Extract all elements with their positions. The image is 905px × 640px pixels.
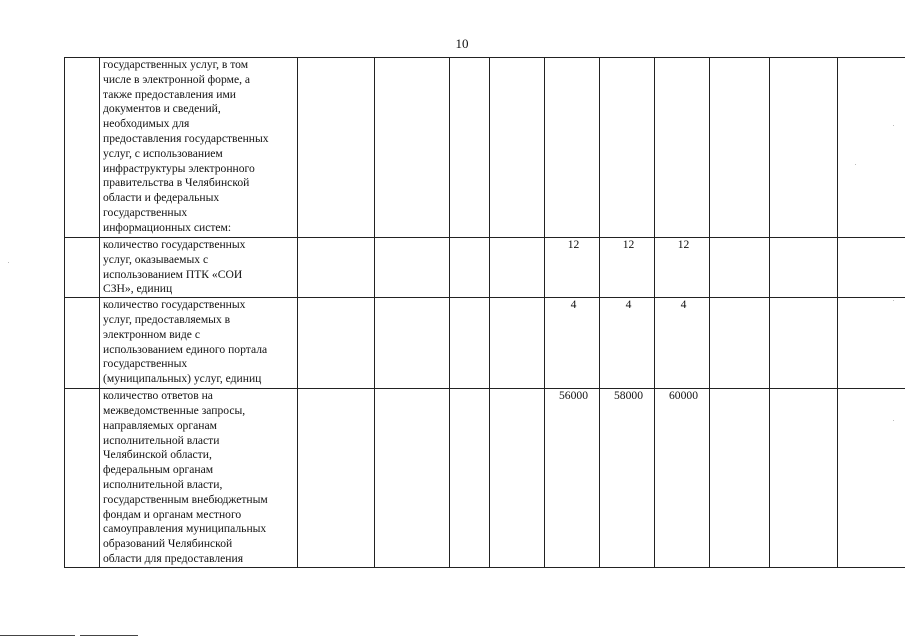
table-row bbox=[65, 389, 905, 568]
footer-rule bbox=[0, 635, 75, 636]
value-cell bbox=[375, 298, 450, 389]
value-cell: 4 bbox=[600, 298, 655, 389]
indicator-description: количество государственных услуг, оказываемых с использованием ПТК «СОИ СЗН», единиц bbox=[100, 238, 298, 298]
value-cell bbox=[710, 298, 770, 389]
value-cell bbox=[710, 238, 770, 298]
value-cell bbox=[838, 238, 905, 298]
value-cell bbox=[375, 238, 450, 298]
value-cell bbox=[545, 58, 600, 238]
value-cell bbox=[838, 58, 905, 238]
value-cell bbox=[450, 389, 490, 568]
value-cell bbox=[490, 389, 545, 568]
value-cell: 12 bbox=[655, 238, 710, 298]
value-cell: 12 bbox=[600, 238, 655, 298]
row-number-cell bbox=[65, 238, 100, 298]
value-cell: 56000 bbox=[545, 389, 600, 568]
value-cell bbox=[490, 58, 545, 238]
value-cell bbox=[490, 298, 545, 389]
value-cell: 58000 bbox=[600, 389, 655, 568]
indicator-description: количество ответов на межведомственные запросы, направляемых органам исполнительной власти Челябинской области, федеральным органам исполнительной власти, государственным внебюджетным фондам и органам местного самоуправления муниципальных образований Челябинской области для предоставления bbox=[100, 389, 298, 568]
value-cell bbox=[450, 298, 490, 389]
value-cell: 4 bbox=[655, 298, 710, 389]
value-cell bbox=[490, 238, 545, 298]
value-cell bbox=[375, 389, 450, 568]
table-row bbox=[65, 58, 905, 238]
value-cell bbox=[770, 238, 838, 298]
page-number: 10 bbox=[455, 36, 469, 51]
table-row bbox=[65, 298, 905, 389]
value-cell bbox=[298, 298, 375, 389]
value-cell bbox=[770, 389, 838, 568]
value-cell bbox=[710, 58, 770, 238]
value-cell: 60000 bbox=[655, 389, 710, 568]
value-cell bbox=[298, 238, 375, 298]
scan-speck bbox=[893, 420, 894, 421]
row-number-cell bbox=[65, 389, 100, 568]
value-cell bbox=[710, 389, 770, 568]
value-cell bbox=[298, 389, 375, 568]
value-cell bbox=[838, 389, 905, 568]
value-cell: 4 bbox=[545, 298, 600, 389]
scan-speck bbox=[893, 125, 894, 126]
indicators-table bbox=[64, 57, 905, 568]
value-cell: 12 bbox=[545, 238, 600, 298]
value-cell bbox=[298, 58, 375, 238]
value-cell bbox=[838, 298, 905, 389]
scan-speck bbox=[855, 164, 856, 165]
table-row bbox=[65, 238, 905, 298]
indicator-description: государственных услуг, в том числе в электронной форме, а также предоставления ими документов и сведений, необходимых для предоставления государственных услуг, с использованием инфраструктуры электронного правительства в Челябинской области и федеральных государственных информационных систем: bbox=[100, 58, 298, 238]
scan-speck bbox=[8, 262, 9, 263]
scan-speck bbox=[893, 300, 894, 301]
row-number-cell bbox=[65, 58, 100, 238]
value-cell bbox=[375, 58, 450, 238]
row-number-cell bbox=[65, 298, 100, 389]
footer-rule bbox=[80, 635, 138, 636]
value-cell bbox=[600, 58, 655, 238]
value-cell bbox=[770, 298, 838, 389]
value-cell bbox=[450, 58, 490, 238]
indicator-description: количество государственных услуг, предоставляемых в электронном виде с использованием единого портала государственных (муниципальных) услуг, единиц bbox=[100, 298, 298, 389]
value-cell bbox=[770, 58, 838, 238]
value-cell bbox=[450, 238, 490, 298]
value-cell bbox=[655, 58, 710, 238]
